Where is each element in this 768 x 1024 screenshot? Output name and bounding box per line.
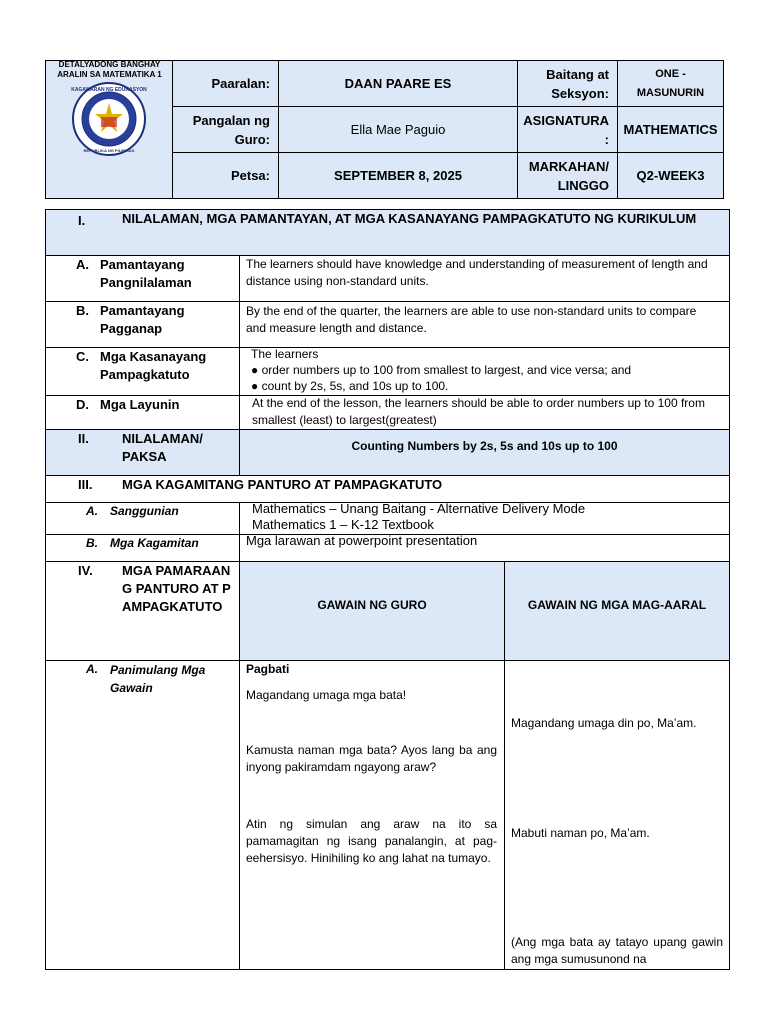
teacher-label: Pangalan ng Guro: [173,107,279,153]
quarter-value: Q2-WEEK3 [618,153,724,199]
section-2-topic-cell [239,429,730,476]
row-c-content-cell [239,347,730,396]
row-d-label: Mga Layunin [100,397,180,412]
materials-label-cell [45,534,240,562]
school-label: Paaralan: [173,61,279,107]
deped-seal-icon [71,81,147,157]
row-d-text: At the end of the lesson, the learners should be able to order numbers up to 100 from smallest (least) to largest(greatest) [252,396,705,427]
section-1-header [45,209,730,256]
row-a-content-cell [239,255,730,302]
row-b-label: Pamantayang Pagganap [100,303,185,336]
teacher-line: Kamusta naman mga bata? Ayos lang ba ang inyong pakiramdam ngayong araw? [246,743,497,774]
intro-activities-label: Panimulang Mga Gawain [110,663,206,695]
reference-line: Mathematics – Unang Baitang - Alternative Delivery Mode [252,501,586,516]
row-d-content-cell [239,395,730,430]
references-label-cell [45,502,240,535]
header-table [45,60,724,199]
subject-label: ASIGNATURA : [518,107,618,153]
references-label: Sanggunian [110,504,179,518]
teacher-column-label: GAWAIN NG GURO [317,598,427,612]
section-2-number: II. [78,431,89,446]
section-4-label-cell [45,561,240,661]
references-content-cell [239,502,730,535]
subject-value: MATHEMATICS [618,107,724,153]
date-label: Petsa: [173,153,279,199]
teacher-line: Atin ng simulan ang araw na ito sa pamamagitan ng isang panalangin, at pag-eehersisyo. Hinihiling ko ang lahat na tumayo. [246,817,497,865]
section-1-number: I. [78,213,86,228]
teacher-line: Magandang umaga mga bata! [246,688,407,702]
materials-line: Mga larawan at powerpoint presentation [246,533,478,548]
materials-label: Mga Kagamitan [110,536,199,550]
references-letter: A. [86,504,98,518]
student-activity-cell [504,660,730,970]
grade-value: ONE - MASUNURIN [618,61,724,107]
bullet-text: count by 2s, 5s, and 10s up to 100. [261,379,449,393]
bullet-item: ● order numbers up to 100 from smallest to largest, and vice versa; and [251,363,632,377]
logo-cell [46,61,173,199]
section-3-header [45,475,730,503]
student-line: (Ang mga bata ay tatayo upang gawin ang mga sumusunond na [511,935,723,966]
section-4-number: IV. [78,563,93,578]
section-2-label: NILALAMAN/ PAKSA [122,431,203,464]
student-line: Magandang umaga din po, Ma’am. [511,716,697,730]
intro-activities-label-cell [45,660,240,970]
materials-letter: B. [86,536,98,550]
row-b-content-cell [239,301,730,348]
seal-ring-text: KAGAWARAN NG EDUKASYON [71,87,147,93]
section-1-title: NILALAMAN, MGA PAMANTAYAN, AT MGA KASANAYANG PAMPAGKATUTO NG KURIKULUM [122,211,697,226]
row-a-letter: A. [76,257,89,272]
row-d-label-cell [45,395,240,430]
section-3-number: III. [78,477,93,492]
row-a-text: The learners should have knowledge and understanding of measurement of length and distance using non-standard units. [246,257,708,288]
teacher-value: Ella Mae Paguio [279,107,518,153]
students-column-header [504,561,730,661]
row-a-label: Pamantayang Pangnilalaman [100,257,192,290]
row-d-letter: D. [76,397,89,412]
row-c-letter: C. [76,349,89,364]
row-c-label: Mga Kasanayang Pampagkatuto [100,349,207,382]
teacher-column-header [239,561,505,661]
students-column-label: GAWAIN NG MGA MAG-AARAL [527,598,707,612]
grade-label: Baitang at Seksyon: [518,61,618,107]
greeting-heading: Pagbati [246,662,290,676]
section-3-title: MGA KAGAMITANG PANTURO AT PAMPAGKATUTO [122,477,443,492]
seal-bottom-text: REPUBLIKA NG PILIPINAS [83,148,135,153]
teacher-activity-cell [239,660,505,970]
document-title: DETALYADONG BANGHAY ARALIN SA MATEMATIKA 1 [57,60,162,79]
bullet-text: order numbers up to 100 from smallest to largest, and vice versa; and [261,363,632,377]
row-a-label-cell [45,255,240,302]
school-value: DAAN PAARE ES [279,61,518,107]
lesson-topic: Counting Numbers by 2s, 5s and 10s up to 100 [351,439,618,453]
bullet-item: ● count by 2s, 5s, and 10s up to 100. [251,379,449,393]
quarter-label: MARKAHAN/ LINGGO [518,153,618,199]
reference-line: Mathematics 1 – K-12 Textbook [252,517,434,532]
row-c-intro: The learners [251,347,319,361]
student-line: Mabuti naman po, Ma’am. [511,826,650,840]
materials-content-cell [239,534,730,562]
date-value: SEPTEMBER 8, 2025 [279,153,518,199]
row-b-letter: B. [76,303,89,318]
section-2-label-cell [45,429,240,476]
row-b-text: By the end of the quarter, the learners are able to use non-standard units to compare and measure length and distance. [246,304,697,335]
section-4-label: MGA PAMARAANG PANTURO AT PAMPAGKATUTO [122,563,231,614]
row-b-label-cell [45,301,240,348]
intro-activities-letter: A. [86,662,98,676]
row-c-label-cell [45,347,240,396]
